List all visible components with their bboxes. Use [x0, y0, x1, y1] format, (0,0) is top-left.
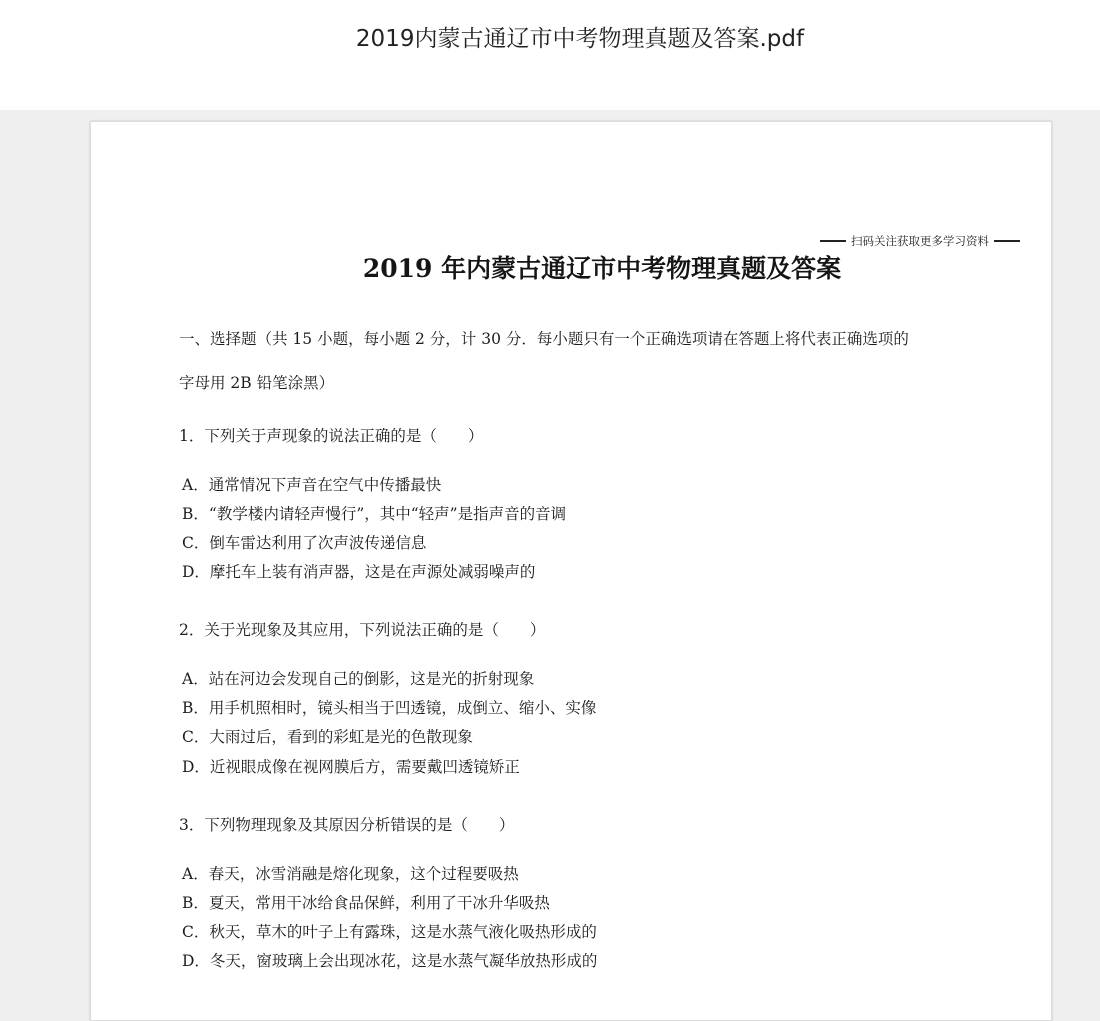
- watermark: [815, 233, 1025, 249]
- question-1-stem: 1．下列关于声现象的说法正确的是（ ）: [179, 427, 484, 445]
- file-title: 2019内蒙古通辽市中考物理真题及答案.pdf: [355, 26, 805, 52]
- question-2-option-a: A．站在河边会发现自己的倒影，这是光的折射现象: [182, 670, 535, 688]
- pdf-page[interactable]: [90, 121, 1052, 1021]
- watermark-left-rule: [820, 240, 846, 242]
- watermark-right-rule: [994, 240, 1020, 242]
- section-intro-line-1: 一、选择题（共 15 小题，每小题 2 分，计 30 分．每小题只有一个正确选项请在答题上将代表正确选项的: [179, 330, 909, 348]
- question-3-option-a: A．春天，冰雪消融是熔化现象，这个过程要吸热: [182, 865, 519, 883]
- question-1-option-d: D．摩托车上装有消声器，这是在声源处减弱噪声的: [182, 563, 536, 581]
- section-intro-line-2: 字母用 2B 铅笔涂黑）: [179, 374, 335, 392]
- question-2-option-b: B．用手机照相时，镜头相当于凹透镜，成倒立、缩小、实像: [182, 699, 597, 717]
- question-3-stem: 3．下列物理现象及其原因分析错误的是（ ）: [179, 816, 515, 834]
- question-2-stem: 2．关于光现象及其应用，下列说法正确的是（ ）: [179, 621, 546, 639]
- watermark-text: 扫码关注获取更多学习资料: [851, 234, 989, 248]
- question-3-option-c: C．秋天，草木的叶子上有露珠，这是水蒸气液化吸热形成的: [182, 923, 597, 941]
- question-1-option-c: C．倒车雷达利用了次声波传递信息: [182, 534, 427, 552]
- question-1-option-a: A．通常情况下声音在空气中传播最快: [182, 476, 442, 494]
- question-1-option-b: B．“教学楼内请轻声慢行”，其中“轻声”是指声音的音调: [182, 505, 567, 523]
- document-title: 2019 年内蒙古通辽市中考物理真题及答案: [362, 254, 842, 283]
- question-3-option-d: D．冬天，窗玻璃上会出现冰花，这是水蒸气凝华放热形成的: [182, 952, 598, 970]
- viewer-header: [0, 0, 1100, 110]
- question-3-option-b: B．夏天，常用干冰给食品保鲜，利用了干冰升华吸热: [182, 894, 550, 912]
- question-2-option-d: D．近视眼成像在视网膜后方，需要戴凹透镜矫正: [182, 758, 520, 776]
- question-2-option-c: C．大雨过后，看到的彩虹是光的色散现象: [182, 728, 473, 746]
